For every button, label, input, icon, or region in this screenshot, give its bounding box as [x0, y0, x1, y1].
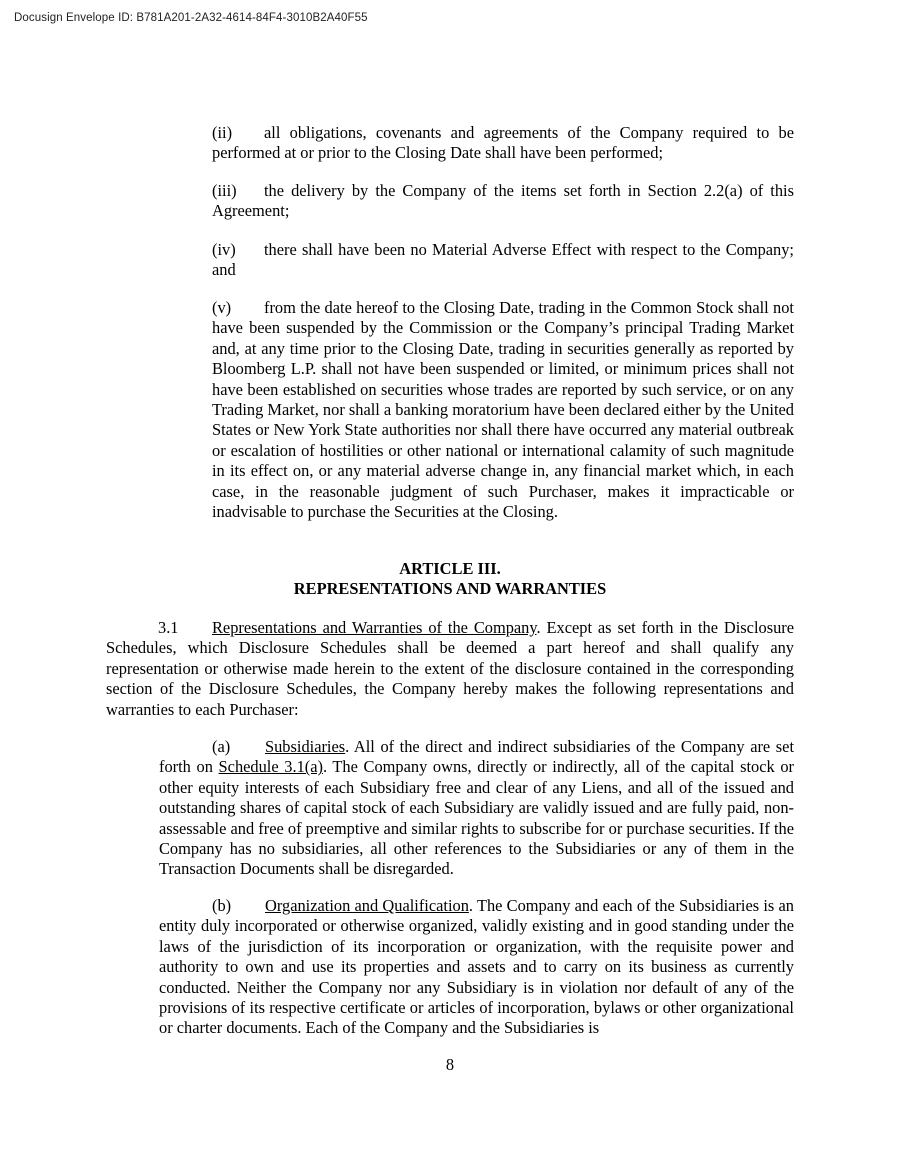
condition-text: the delivery by the Company of the items set forth in Section 2.2(a) of this Agreement; [212, 181, 794, 221]
condition-label: (ii) [212, 123, 233, 142]
condition-v [212, 298, 794, 522]
subsection-heading: Subsidiaries [265, 737, 346, 756]
article-number: ARTICLE III. [399, 559, 501, 578]
section-3-1 [106, 618, 794, 720]
subsection-label: (a) [212, 737, 231, 756]
subsection-heading: Organization and Qualification [265, 896, 469, 915]
condition-text: all obligations, covenants and agreements of the Company required to be performed at or prior to the Closing Date shall have been performed; [212, 123, 794, 163]
subsection-label: (b) [212, 896, 232, 915]
subsection-text: . All of the direct and indirect subsidiaries of the Company are set forth on [159, 737, 794, 777]
condition-label: (iii) [212, 181, 237, 200]
subsection-b [159, 896, 794, 1039]
condition-iv [212, 240, 794, 281]
section-text: . Except as set forth in the Disclosure Schedules, which Disclosure Schedules shall be deemed a part hereof and shall qualify any representation or otherwise made herein to the extent of the disclosure contained in the corresponding section of the Disclosure Schedules, the Company hereby makes the following representations and warranties to each Purchaser: [106, 618, 794, 719]
condition-label: (v) [212, 298, 232, 317]
subsection-a [159, 737, 794, 880]
condition-text: there shall have been no Material Adverse Effect with respect to the Company; and [212, 240, 794, 280]
condition-iii [212, 181, 794, 222]
docusign-envelope-id: Docusign Envelope ID: B781A201-2A32-4614-84F4-3010B2A40F55 [14, 12, 368, 24]
page-number: 8 [445, 1055, 455, 1074]
section-heading: Representations and Warranties of the Company [212, 618, 537, 637]
article-title: REPRESENTATIONS AND WARRANTIES [293, 579, 607, 598]
condition-text: from the date hereof to the Closing Date, trading in the Common Stock shall not have been suspended by the Commission or the Company’s principal Trading Market and, at any time prior to the Closing Date, trading in securities generally as reported by Bloomberg L.P. shall not have been suspended or limited, or minimum prices shall not have been established on securities whose trades are reported by such service, or on any Trading Market, nor shall a banking moratorium have been declared either by the United States or New York State authorities nor shall there have occurred any material outbreak or escalation of hostilities or other national or international calamity of such magnitude in its effect on, or any material adverse change in, any financial market which, in each case, in the reasonable judgment of such Purchaser, makes it impracticable or inadvisable to purchase the Securities at the Closing. [212, 298, 794, 522]
subsection-text: . The Company owns, directly or indirectly, all of the capital stock or other equity interests of each Subsidiary free and clear of any Liens, and all of the issued and outstanding shares of capital stock of each Subsidiary are validly issued and are fully paid, non-assessable and free of preemptive and similar rights to subscribe for or purchase securities. If the Company has no subsidiaries, all other references to the Subsidiaries or any of them in the Transaction Documents shall be disregarded. [159, 757, 795, 879]
subsection-text: . The Company and each of the Subsidiaries is an entity duly incorporated or otherwise organized, validly existing and in good standing under the laws of the jurisdiction of its incorporation or organization, with the requisite power and authority to own and use its properties and assets and to carry on its business as currently conducted. Neither the Company nor any Subsidiary is in violation nor default of any of the provisions of its respective certificate or articles of incorporation, bylaws or other organizational or charter documents. Each of the Company and the Subsidiaries is [159, 896, 795, 1038]
condition-ii [212, 123, 794, 164]
section-label: 3.1 [158, 618, 179, 637]
condition-label: (iv) [212, 240, 236, 259]
schedule-reference: Schedule 3.1(a) [218, 757, 323, 777]
